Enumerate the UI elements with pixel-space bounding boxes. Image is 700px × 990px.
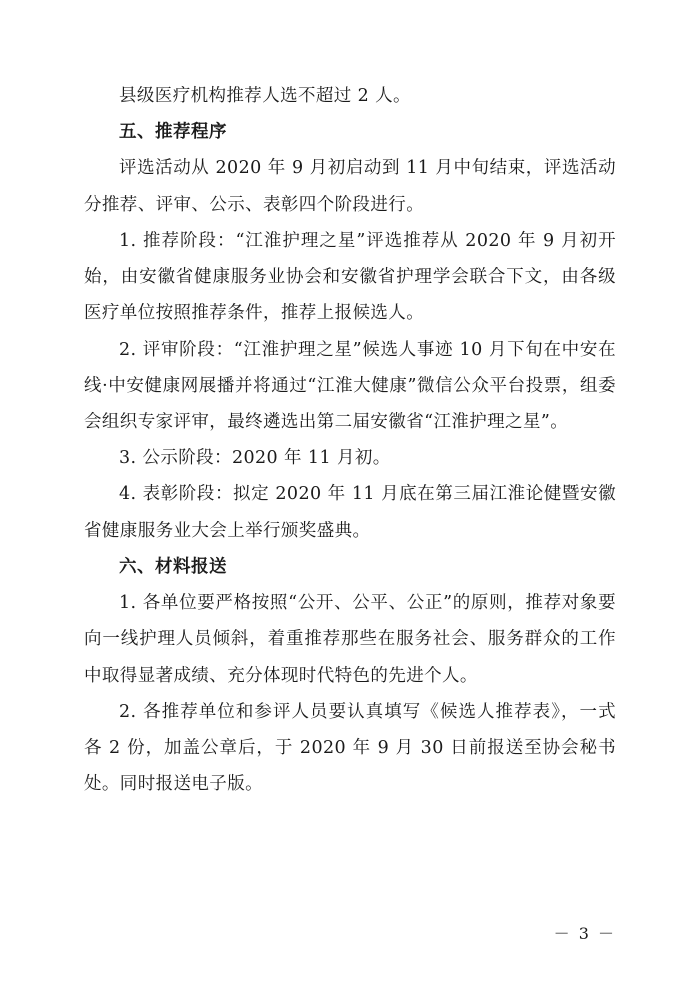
section-heading-recommendation-procedure: 五、推荐程序 — [119, 122, 227, 143]
paragraph-stage-recommendation: 1. 推荐阶段：“江淮护理之星”评选推荐从 2020 年 9 月初开始，由安徽省健康服务业协会和安徽省护理学会联合下文，由各级医疗单位按照推荐条件，推荐上报候选人。 — [84, 230, 616, 324]
paragraph-submission-forms: 2. 各推荐单位和参评人员要认真填写《候选人推荐表》，一式各 2 份，加盖公章后，于 2020 年 9 月 30 日前报送至协会秘书处。同时报送电子版。 — [84, 701, 616, 795]
paragraph-stage-review: 2. 评审阶段：“江淮护理之星”候选人事迹 10 月下旬在中安在线·中安健康网展播并将通过“江淮大健康”微信公众平台投票，组委会组织专家评审，最终遴选出第二届安徽省“江淮护理之星”。 — [84, 339, 616, 432]
section-heading-material-submission: 六、材料报送 — [119, 556, 227, 577]
paragraph-stage-publicity: 3. 公示阶段：2020 年 11 月初。 — [119, 448, 391, 469]
document-body — [84, 78, 616, 802]
paragraph-submission-principles: 1. 各单位要严格按照“公开、公平、公正”的原则，推荐对象要向一线护理人员倾斜，着重推荐那些在服务社会、服务群众的工作中取得显著成绩、充分体现时代特色的先进个人。 — [84, 593, 616, 686]
paragraph-county-limit: 县级医疗机构推荐人选不超过 2 人。 — [119, 86, 411, 106]
paragraph-selection-timeline: 评选活动从 2020 年 9 月初启动到 11 月中旬结束，评选活动分推荐、评审、公示、表彰四个阶段进行。 — [84, 158, 616, 215]
paragraph-stage-award: 4. 表彰阶段：拟定 2020 年 11 月底在第三届江淮论健暨安徽省健康服务业大会上举行颁奖盛典。 — [84, 484, 616, 541]
page-number: － 3 － — [553, 924, 616, 943]
